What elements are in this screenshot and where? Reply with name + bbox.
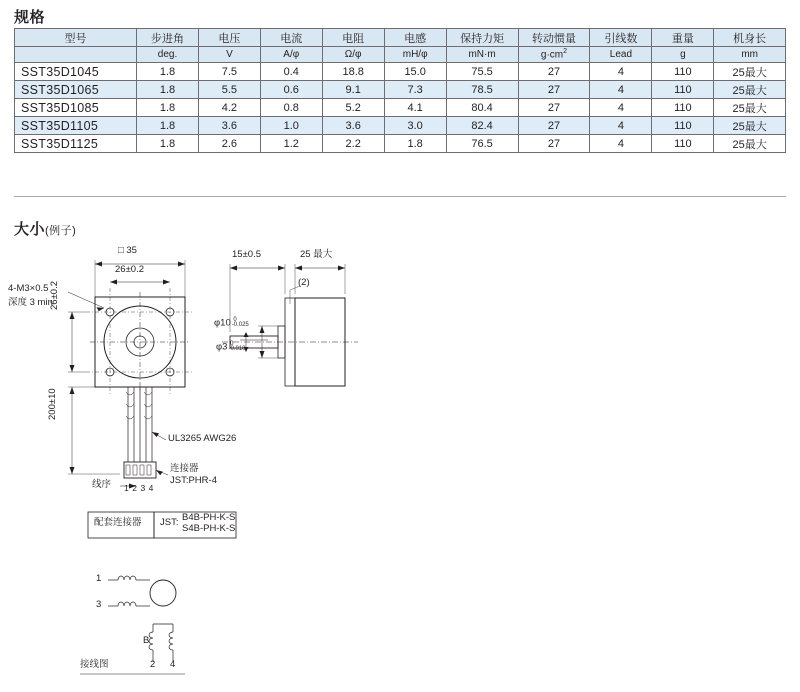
cell-weight: 110 (652, 63, 714, 81)
spec-section-title: 规格 (14, 9, 46, 26)
label-shaft-length: 15±0.5 (232, 249, 261, 260)
label-coil-pin-4: 4 (170, 659, 176, 670)
label-bolt-pitch-horizontal: 26±0.2 (115, 264, 144, 275)
cell-weight: 110 (652, 81, 714, 99)
label-mating-part-1: B4B-PH-K-S (182, 512, 236, 523)
label-bolt-pitch-vertical: 26±0.2 (49, 281, 60, 310)
label-mating-connector: 配套连接器 (94, 517, 142, 528)
cell-resistance: 3.6 (322, 117, 384, 135)
col-header-model: 型号 (15, 29, 137, 47)
cell-inductance: 1.8 (384, 135, 446, 153)
cell-holding-torque: 82.4 (446, 117, 518, 135)
cell-lead-count: 4 (590, 117, 652, 135)
cell-model: SST35D1065 (15, 81, 137, 99)
unit-step-angle: deg. (137, 47, 199, 63)
cell-lead-count: 4 (590, 63, 652, 81)
label-wire-type: UL3265 AWG26 (168, 433, 237, 444)
cell-body-length: 25最大 (714, 135, 786, 153)
unit-voltage: V (198, 47, 260, 63)
label-mating-jst: JST: (160, 517, 179, 528)
cell-voltage: 5.5 (198, 81, 260, 99)
section-divider (14, 196, 786, 197)
cell-current: 0.8 (260, 99, 322, 117)
label-lead-length: 200±10 (47, 388, 58, 420)
label-coil-pin-2: 2 (150, 659, 156, 670)
spec-header-row (15, 29, 786, 47)
cell-model: SST35D1045 (15, 63, 137, 81)
cell-inductance: 15.0 (384, 63, 446, 81)
spec-table (14, 28, 786, 153)
label-body-length: 25 最大 (300, 249, 333, 260)
cell-voltage: 4.2 (198, 99, 260, 117)
col-header-rotor-inertia: 转动惯量 (518, 29, 590, 47)
label-body-square: □ 35 (118, 245, 137, 256)
unit-holding-torque: mN·m (446, 47, 518, 63)
cell-rotor-inertia: 27 (518, 117, 590, 135)
cell-body-length: 25最大 (714, 63, 786, 81)
drawing-svg (0, 232, 800, 692)
cell-model: SST35D1105 (15, 117, 137, 135)
cell-holding-torque: 78.5 (446, 81, 518, 99)
label-coil-b: B (143, 635, 150, 646)
cell-step-angle: 1.8 (137, 117, 199, 135)
unit-weight: g (652, 47, 714, 63)
label-tap-depth: 深度 3 min (8, 297, 53, 308)
cell-rotor-inertia: 27 (518, 135, 590, 153)
unit-inductance: mH/φ (384, 47, 446, 63)
cell-current: 1.0 (260, 117, 322, 135)
cell-resistance: 2.2 (322, 135, 384, 153)
cell-body-length: 25最大 (714, 81, 786, 99)
cell-resistance: 9.1 (322, 81, 384, 99)
size-title-main: 大小 (14, 221, 46, 238)
cell-rotor-inertia: 27 (518, 63, 590, 81)
cell-current: 0.4 (260, 63, 322, 81)
cell-voltage: 2.6 (198, 135, 260, 153)
label-pilot-diameter: φ10 0 -0.025 (214, 317, 249, 329)
col-header-weight: 重量 (652, 29, 714, 47)
cell-current: 0.6 (260, 81, 322, 99)
col-header-step-angle: 步进角 (137, 29, 199, 47)
label-tap-size: 4-M3×0.5 (8, 283, 49, 294)
label-shaft-diameter: φ3 0 -0.010 (216, 341, 246, 353)
table-row (15, 81, 786, 99)
cell-step-angle: 1.8 (137, 99, 199, 117)
col-header-holding-torque: 保持力矩 (446, 29, 518, 47)
cell-weight: 110 (652, 135, 714, 153)
cell-step-angle: 1.8 (137, 81, 199, 99)
cell-model: SST35D1085 (15, 99, 137, 117)
cell-holding-torque: 76.5 (446, 135, 518, 153)
col-header-voltage: 电压 (198, 29, 260, 47)
cell-inductance: 7.3 (384, 81, 446, 99)
table-row (15, 99, 786, 117)
col-header-resistance: 电阻 (322, 29, 384, 47)
cell-resistance: 18.8 (322, 63, 384, 81)
col-header-inductance: 电感 (384, 29, 446, 47)
cell-voltage: 7.5 (198, 63, 260, 81)
unit-resistance: Ω/φ (322, 47, 384, 63)
cell-holding-torque: 75.5 (446, 63, 518, 81)
cell-weight: 110 (652, 99, 714, 117)
cell-body-length: 25最大 (714, 99, 786, 117)
label-pin-numbers: 1234 (124, 483, 157, 493)
cell-voltage: 3.6 (198, 117, 260, 135)
table-row (15, 117, 786, 135)
cell-lead-count: 4 (590, 81, 652, 99)
cell-model: SST35D1125 (15, 135, 137, 153)
label-connector-cn: 连接器 (170, 463, 199, 474)
label-connector-jst: JST:PHR-4 (170, 475, 217, 486)
cell-lead-count: 4 (590, 99, 652, 117)
cell-body-length: 25最大 (714, 117, 786, 135)
col-header-body-length: 机身长 (714, 29, 786, 47)
label-wire-order: 线序 (92, 479, 112, 490)
unit-body-length: mm (714, 47, 786, 63)
unit-current: A/φ (260, 47, 322, 63)
cell-current: 1.2 (260, 135, 322, 153)
cell-resistance: 5.2 (322, 99, 384, 117)
shaft-dia-value: φ3 (216, 341, 228, 353)
label-coil-pin-1: 1 (96, 573, 102, 584)
table-row (15, 135, 786, 153)
cell-inductance: 3.0 (384, 117, 446, 135)
cell-inductance: 4.1 (384, 99, 446, 117)
cell-weight: 110 (652, 117, 714, 135)
cell-rotor-inertia: 27 (518, 99, 590, 117)
cell-holding-torque: 80.4 (446, 99, 518, 117)
size-title-sub: (例子) (45, 225, 77, 237)
dimension-drawing (0, 232, 800, 692)
col-header-lead-count: 引线数 (590, 29, 652, 47)
label-coil-pin-3: 3 (96, 599, 102, 610)
unit-model (15, 47, 137, 63)
label-flange-note: (2) (298, 277, 310, 288)
spec-units-row (15, 47, 786, 63)
label-mating-part-2: S4B-PH-K-S (182, 523, 236, 534)
unit-lead-count: Lead (590, 47, 652, 63)
label-wiring-diagram: 接线图 (80, 659, 109, 670)
pilot-dia-value: φ10 (214, 317, 231, 329)
table-row (15, 63, 786, 81)
unit-rotor-inertia: $g\cdot cm^2$ (518, 47, 590, 63)
cell-lead-count: 4 (590, 135, 652, 153)
col-header-current: 电流 (260, 29, 322, 47)
cell-step-angle: 1.8 (137, 135, 199, 153)
cell-step-angle: 1.8 (137, 63, 199, 81)
cell-rotor-inertia: 27 (518, 81, 590, 99)
